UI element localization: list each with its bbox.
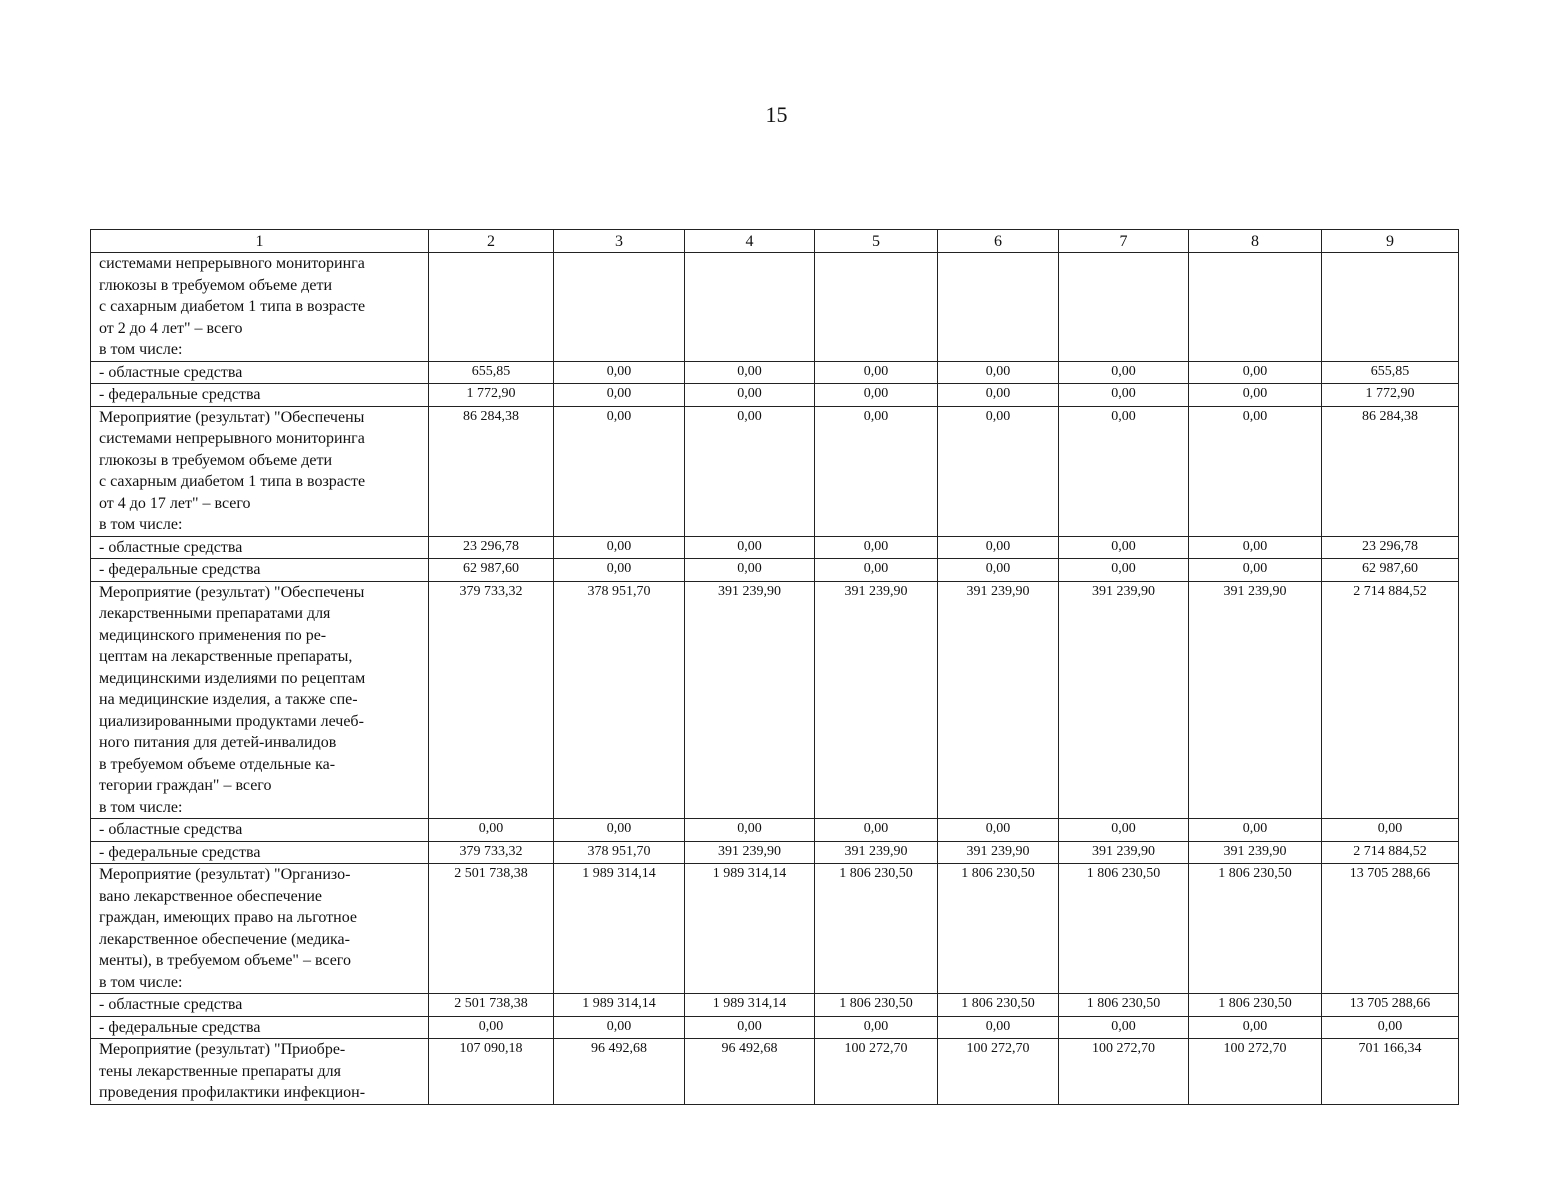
- value-cell: 0,00: [1059, 384, 1189, 407]
- value-cell: 0,00: [554, 361, 685, 384]
- table-row: [91, 994, 1459, 1017]
- value-cell: 23 296,78: [429, 536, 554, 559]
- value-cell: 0,00: [554, 406, 685, 536]
- header-cell: 5: [815, 230, 938, 253]
- value-cell: 0,00: [554, 536, 685, 559]
- table-row: [91, 1016, 1459, 1039]
- value-cell: [938, 253, 1059, 362]
- table-row: [91, 384, 1459, 407]
- value-cell: 1 989 314,14: [554, 994, 685, 1017]
- value-cell: 96 492,68: [554, 1039, 685, 1105]
- value-cell: 13 705 288,66: [1322, 864, 1459, 994]
- value-cell: 0,00: [1189, 1016, 1322, 1039]
- value-cell: 2 714 884,52: [1322, 581, 1459, 819]
- row-label: - федеральные средства: [91, 1016, 429, 1039]
- value-cell: 0,00: [554, 384, 685, 407]
- value-cell: 0,00: [1189, 559, 1322, 582]
- value-cell: 0,00: [554, 559, 685, 582]
- table-row: [91, 559, 1459, 582]
- value-cell: 379 733,32: [429, 581, 554, 819]
- value-cell: 391 239,90: [815, 841, 938, 864]
- value-cell: 62 987,60: [429, 559, 554, 582]
- value-cell: 1 806 230,50: [1059, 864, 1189, 994]
- value-cell: 391 239,90: [1189, 581, 1322, 819]
- value-cell: 391 239,90: [685, 581, 815, 819]
- value-cell: 0,00: [685, 1016, 815, 1039]
- value-cell: 378 951,70: [554, 581, 685, 819]
- value-cell: [685, 253, 815, 362]
- table-row: [91, 361, 1459, 384]
- value-cell: 1 806 230,50: [1189, 994, 1322, 1017]
- value-cell: 379 733,32: [429, 841, 554, 864]
- value-cell: 391 239,90: [1059, 581, 1189, 819]
- row-label: - федеральные средства: [91, 384, 429, 407]
- header-cell: 9: [1322, 230, 1459, 253]
- value-cell: 100 272,70: [1189, 1039, 1322, 1105]
- value-cell: 0,00: [938, 536, 1059, 559]
- value-cell: 391 239,90: [938, 841, 1059, 864]
- row-label: Мероприятие (результат) "Обеспечены лекарственными препаратами для медицинского применения по ре- цептам на лекарственные препараты, медицинскими изделиями по рецептам на медицинские изделия, а также спе- циализированными продуктами лечеб- ного питания для детей-инвалидов в требуемом объеме отдельные ка- тегории граждан" – всего в том числе:: [91, 581, 429, 819]
- value-cell: 0,00: [685, 406, 815, 536]
- value-cell: 0,00: [554, 1016, 685, 1039]
- row-label: - областные средства: [91, 361, 429, 384]
- row-label: Мероприятие (результат) "Приобре- тены лекарственные препараты для проведения профилактики инфекцион-: [91, 1039, 429, 1105]
- value-cell: 0,00: [815, 1016, 938, 1039]
- value-cell: 0,00: [938, 384, 1059, 407]
- value-cell: 0,00: [815, 361, 938, 384]
- value-cell: 0,00: [685, 361, 815, 384]
- value-cell: 96 492,68: [685, 1039, 815, 1105]
- value-cell: [1189, 253, 1322, 362]
- row-label: - федеральные средства: [91, 559, 429, 582]
- value-cell: 378 951,70: [554, 841, 685, 864]
- value-cell: [429, 253, 554, 362]
- value-cell: 0,00: [685, 559, 815, 582]
- value-cell: 0,00: [938, 361, 1059, 384]
- value-cell: 0,00: [938, 819, 1059, 842]
- table-row: [91, 1039, 1459, 1105]
- page-number: 15: [765, 102, 788, 127]
- value-cell: 0,00: [1189, 406, 1322, 536]
- value-cell: 13 705 288,66: [1322, 994, 1459, 1017]
- value-cell: 0,00: [1189, 536, 1322, 559]
- table-row: [91, 406, 1459, 536]
- value-cell: 1 806 230,50: [1059, 994, 1189, 1017]
- value-cell: 1 806 230,50: [815, 864, 938, 994]
- table-row: [91, 819, 1459, 842]
- value-cell: 1 772,90: [1322, 384, 1459, 407]
- value-cell: 1 989 314,14: [554, 864, 685, 994]
- value-cell: 0,00: [1059, 559, 1189, 582]
- value-cell: 0,00: [685, 536, 815, 559]
- value-cell: 0,00: [685, 819, 815, 842]
- row-label: - федеральные средства: [91, 841, 429, 864]
- value-cell: 100 272,70: [1059, 1039, 1189, 1105]
- value-cell: 107 090,18: [429, 1039, 554, 1105]
- value-cell: 0,00: [815, 406, 938, 536]
- row-label: системами непрерывного мониторинга глюкозы в требуемом объеме дети с сахарным диабетом 1 типа в возрасте от 2 до 4 лет" – всего в том числе:: [91, 253, 429, 362]
- value-cell: 655,85: [429, 361, 554, 384]
- value-cell: 0,00: [1322, 1016, 1459, 1039]
- header-cell: 7: [1059, 230, 1189, 253]
- value-cell: 86 284,38: [1322, 406, 1459, 536]
- value-cell: 391 239,90: [1059, 841, 1189, 864]
- header-cell: 4: [685, 230, 815, 253]
- header-cell: 1: [91, 230, 429, 253]
- header-row: [91, 230, 1459, 253]
- value-cell: 0,00: [938, 1016, 1059, 1039]
- value-cell: 23 296,78: [1322, 536, 1459, 559]
- value-cell: [554, 253, 685, 362]
- value-cell: 655,85: [1322, 361, 1459, 384]
- value-cell: 2 501 738,38: [429, 994, 554, 1017]
- row-label: - областные средства: [91, 994, 429, 1017]
- value-cell: 0,00: [429, 819, 554, 842]
- value-cell: 0,00: [554, 819, 685, 842]
- value-cell: 0,00: [685, 384, 815, 407]
- value-cell: 0,00: [938, 559, 1059, 582]
- value-cell: 0,00: [1059, 819, 1189, 842]
- value-cell: 0,00: [1322, 819, 1459, 842]
- value-cell: 701 166,34: [1322, 1039, 1459, 1105]
- value-cell: 1 806 230,50: [938, 864, 1059, 994]
- value-cell: 0,00: [1189, 384, 1322, 407]
- value-cell: 62 987,60: [1322, 559, 1459, 582]
- value-cell: 0,00: [1059, 536, 1189, 559]
- table-row: [91, 536, 1459, 559]
- value-cell: 1 806 230,50: [815, 994, 938, 1017]
- value-cell: 100 272,70: [815, 1039, 938, 1105]
- value-cell: 1 989 314,14: [685, 994, 815, 1017]
- value-cell: 0,00: [938, 406, 1059, 536]
- header-cell: 8: [1189, 230, 1322, 253]
- table-row: [91, 841, 1459, 864]
- value-cell: [1322, 253, 1459, 362]
- value-cell: 0,00: [815, 384, 938, 407]
- value-cell: 391 239,90: [938, 581, 1059, 819]
- row-label: Мероприятие (результат) "Организо- вано лекарственное обеспечение граждан, имеющих право на льготное лекарственное обеспечение (медика- менты), в требуемом объеме" – всего в том числе:: [91, 864, 429, 994]
- value-cell: 2 501 738,38: [429, 864, 554, 994]
- value-cell: 1 806 230,50: [938, 994, 1059, 1017]
- value-cell: 0,00: [1059, 1016, 1189, 1039]
- table-body: [91, 230, 1459, 1105]
- value-cell: [815, 253, 938, 362]
- value-cell: 0,00: [1189, 361, 1322, 384]
- value-cell: 1 989 314,14: [685, 864, 815, 994]
- row-label: - областные средства: [91, 819, 429, 842]
- header-cell: 3: [554, 230, 685, 253]
- row-label: - областные средства: [91, 536, 429, 559]
- value-cell: 0,00: [1059, 361, 1189, 384]
- value-cell: 391 239,90: [1189, 841, 1322, 864]
- value-cell: 1 806 230,50: [1189, 864, 1322, 994]
- table-row: [91, 864, 1459, 994]
- value-cell: 0,00: [1189, 819, 1322, 842]
- table-row: [91, 253, 1459, 362]
- value-cell: 86 284,38: [429, 406, 554, 536]
- budget-table: [90, 229, 1459, 1105]
- value-cell: 0,00: [429, 1016, 554, 1039]
- value-cell: 0,00: [815, 559, 938, 582]
- header-cell: 2: [429, 230, 554, 253]
- header-cell: 6: [938, 230, 1059, 253]
- value-cell: 0,00: [815, 819, 938, 842]
- row-label: Мероприятие (результат) "Обеспечены системами непрерывного мониторинга глюкозы в требуемом объеме дети с сахарным диабетом 1 типа в возрасте от 4 до 17 лет" – всего в том числе:: [91, 406, 429, 536]
- value-cell: 0,00: [1059, 406, 1189, 536]
- value-cell: 2 714 884,52: [1322, 841, 1459, 864]
- value-cell: 391 239,90: [685, 841, 815, 864]
- table-row: [91, 581, 1459, 819]
- value-cell: 391 239,90: [815, 581, 938, 819]
- value-cell: 1 772,90: [429, 384, 554, 407]
- value-cell: 0,00: [815, 536, 938, 559]
- value-cell: [1059, 253, 1189, 362]
- value-cell: 100 272,70: [938, 1039, 1059, 1105]
